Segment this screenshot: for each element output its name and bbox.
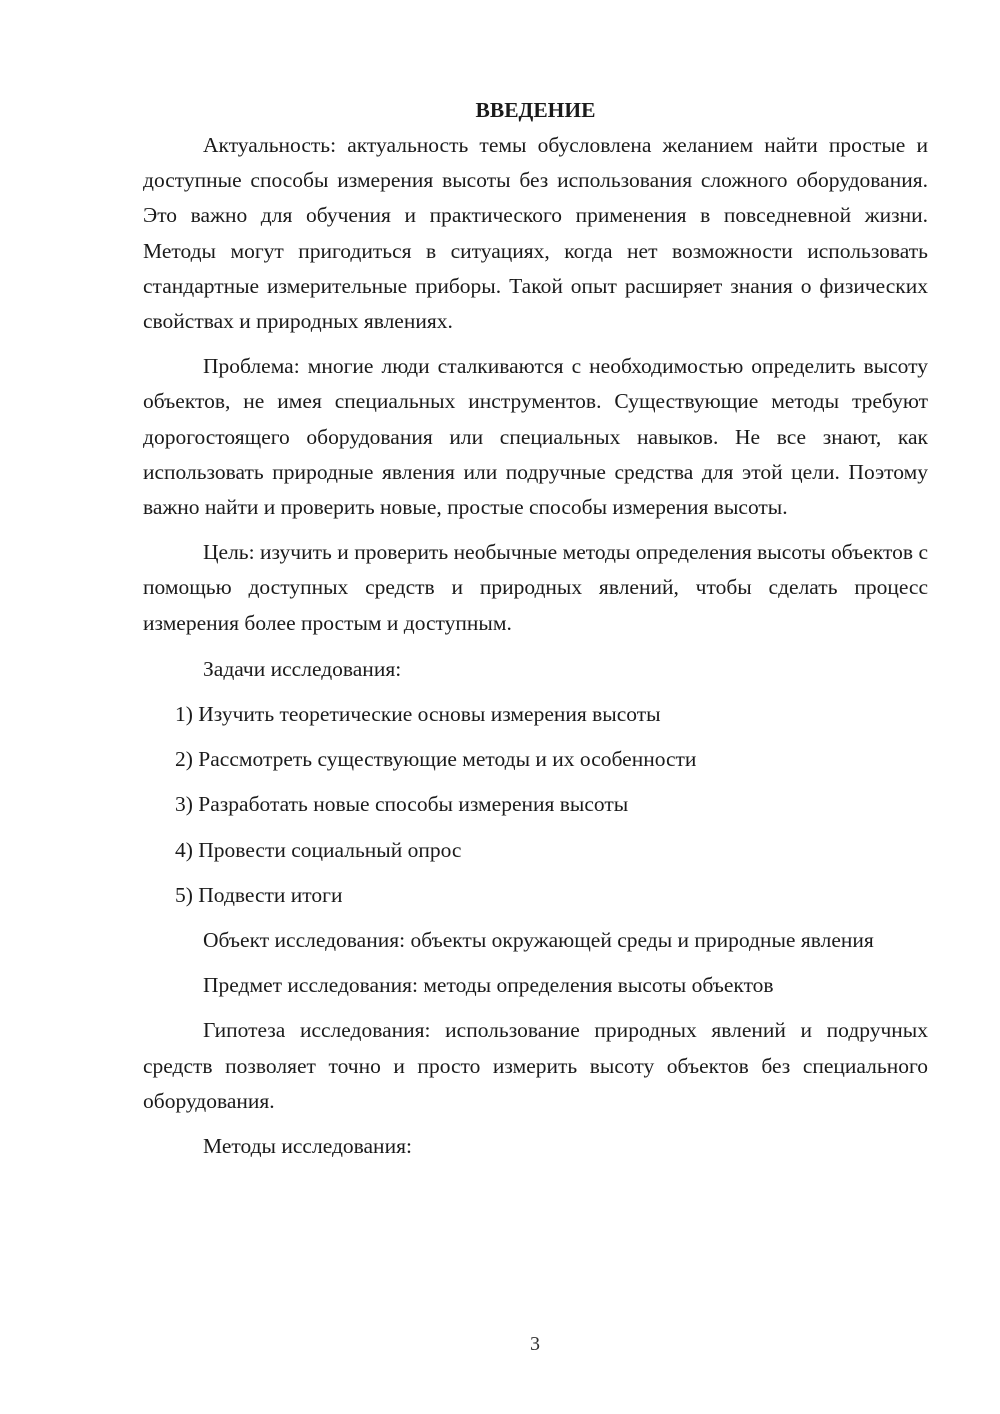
- methods-title: Методы исследования:: [203, 1134, 412, 1159]
- tasks-list: [143, 697, 928, 913]
- section-heading: ВВЕДЕНИЕ: [475, 98, 596, 122]
- goal-paragraph: Цель: изучить и проверить необычные методы определения высоты объектов с помощью доступных средств и природных явлений, чтобы сделать процесс измерения более простым и доступным.: [143, 540, 928, 635]
- task-item: 5) Подвести итоги: [175, 882, 343, 907]
- subject-paragraph: Предмет исследования: методы определения высоты объектов: [203, 973, 774, 998]
- page-number: 3: [530, 1333, 540, 1355]
- task-item: 4) Провести социальный опрос: [175, 837, 462, 862]
- tasks-title: Задачи исследования:: [203, 656, 402, 681]
- task-item: 2) Рассмотреть существующие методы и их особенности: [175, 747, 697, 772]
- relevance-paragraph: Актуальность: актуальность темы обусловлена желанием найти простые и доступные способы измерения высоты без использования сложного оборудования. Это важно для обучения и практического применения в повседневной жизни. Методы могут пригодиться в ситуациях, когда нет возможности использовать стандартные измерительные приборы. Такой опыт расширяет знания о физических свойствах и природных явлениях.: [143, 133, 928, 334]
- problem-paragraph: Проблема: многие люди сталкиваются с необходимостью определить высоту объектов, не имея специальных инструментов. Существующие методы требуют дорогостоящего оборудования или специальных навыков. Не все знают, как использовать природные явления или подручные средства для этой цели. Поэтому важно найти и проверить новые, простые способы измерения высоты.: [143, 354, 928, 520]
- object-paragraph: Объект исследования: объекты окружающей среды и природные явления: [203, 928, 874, 953]
- task-item: 3) Разработать новые способы измерения высоты: [175, 792, 629, 817]
- task-item: 1) Изучить теоретические основы измерения высоты: [175, 702, 661, 727]
- hypothesis-paragraph: Гипотеза исследования: использование природных явлений и подручных средств позволяет точно и просто измерить высоту объектов без специального оборудования.: [143, 1018, 928, 1113]
- page-content: [143, 93, 928, 1164]
